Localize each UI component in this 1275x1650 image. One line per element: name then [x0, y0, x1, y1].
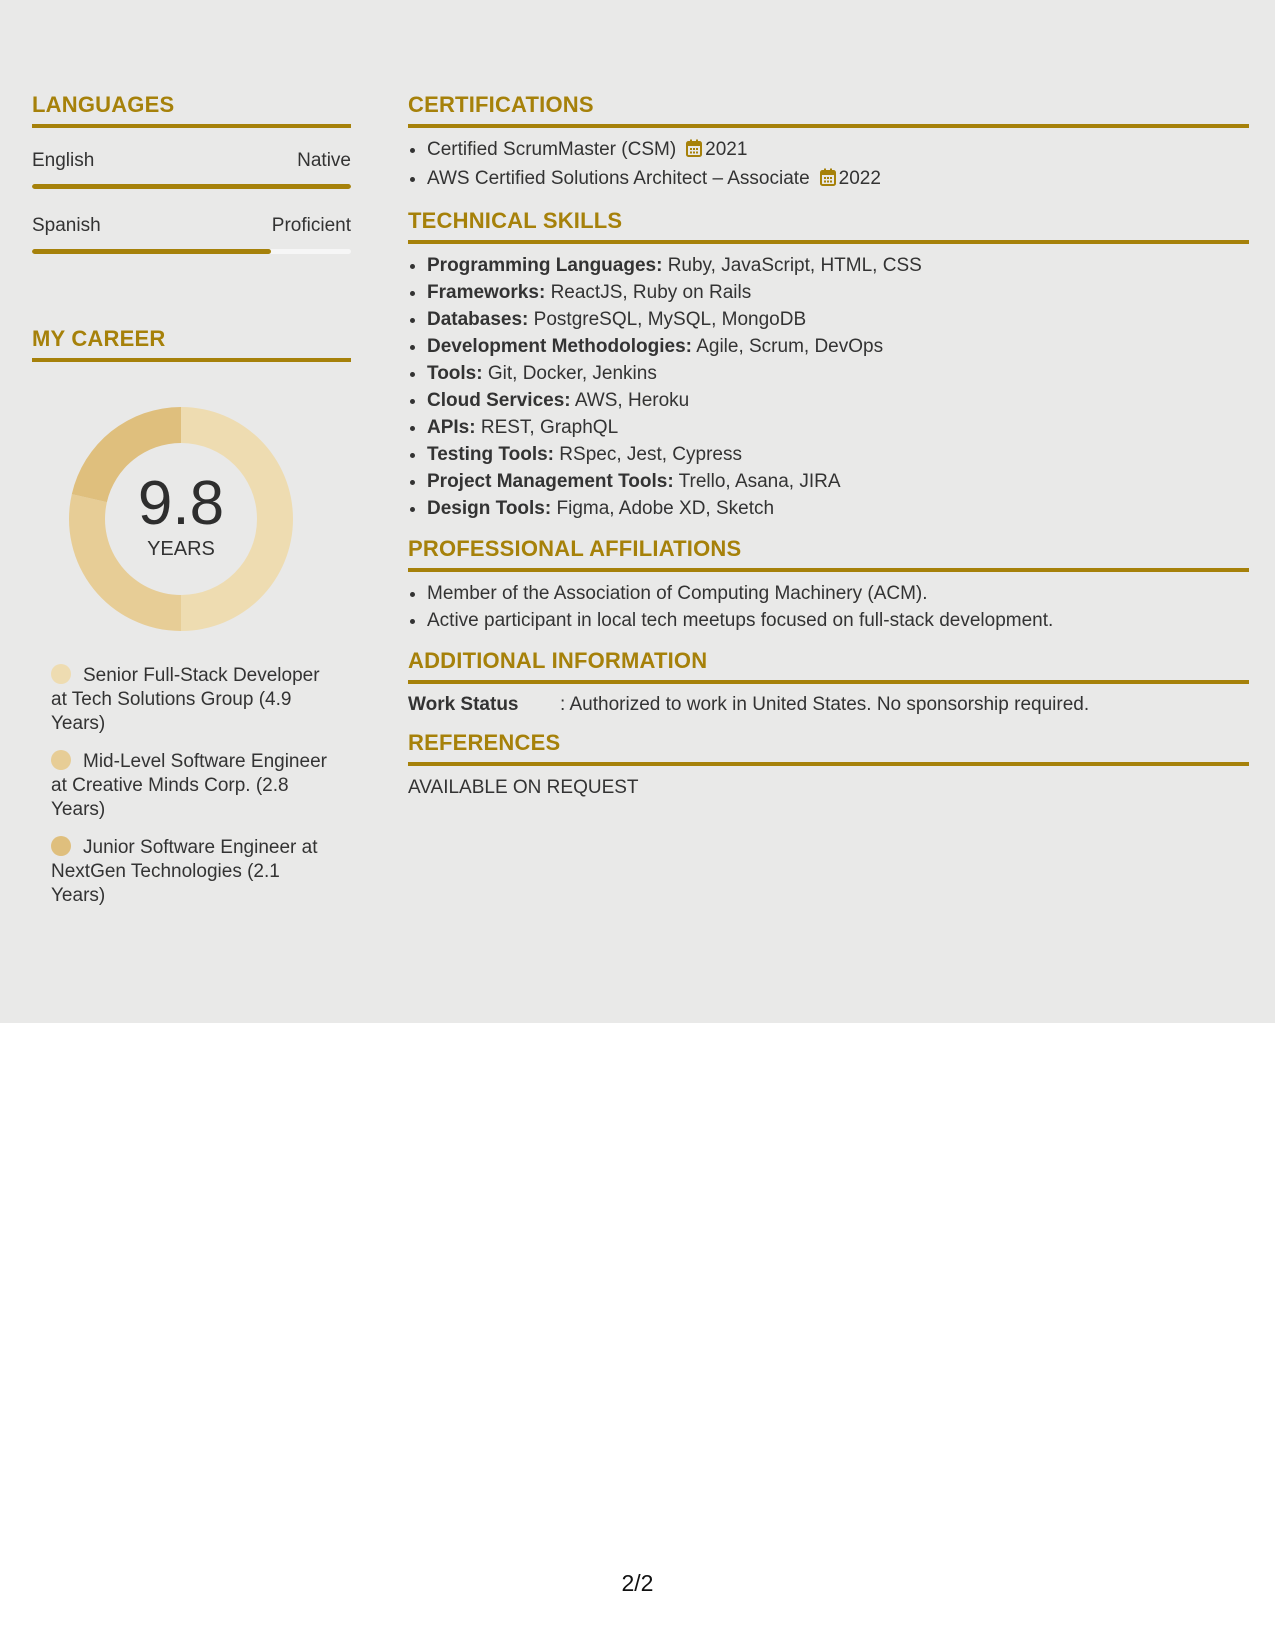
list-item: • Member of the Association of Computing Machinery (ACM). [427, 580, 1249, 607]
work-status-value: : Authorized to work in United States. No sponsorship required. [560, 694, 1090, 715]
calendar-icon [686, 138, 702, 165]
list-item [427, 414, 1249, 441]
certifications-section [408, 92, 1249, 194]
certification-year: 2022 [838, 168, 881, 189]
skill-value: AWS, Heroku [574, 390, 690, 411]
list-item [427, 333, 1249, 360]
skill-value: Agile, Scrum, DevOps [696, 336, 884, 357]
certification-name: Certified ScrumMaster (CSM) [427, 139, 677, 160]
list-item [427, 387, 1249, 414]
career-title: MY CAREER [32, 326, 351, 362]
legend-item [51, 664, 331, 736]
list-item [427, 165, 1249, 194]
affiliations-section [408, 536, 1249, 634]
language-name: Spanish [32, 215, 101, 236]
language-name: English [32, 150, 95, 171]
right-column [408, 92, 1249, 799]
skill-value: RSpec, Jest, Cypress [559, 444, 742, 465]
skill-label: Project Management Tools: [427, 471, 674, 492]
skill-label: Tools: [427, 363, 483, 384]
legend-item [51, 836, 331, 908]
references-text: AVAILABLE ON REQUEST [408, 777, 639, 798]
language-proficiency-bar [32, 249, 351, 254]
language-item-spanish [32, 215, 351, 254]
skill-value: Ruby, JavaScript, HTML, CSS [667, 255, 922, 276]
languages-section [32, 92, 351, 254]
calendar-icon [820, 167, 836, 194]
left-column [32, 92, 351, 922]
career-donut-chart [66, 404, 296, 634]
technical-skills-list [408, 252, 1249, 522]
legend-color-dot [51, 836, 71, 856]
language-proficiency-fill [32, 249, 271, 254]
skill-label: Cloud Services: [427, 390, 571, 411]
legend-color-dot [51, 664, 71, 684]
language-level: Native [297, 150, 351, 171]
language-proficiency-bar [32, 184, 351, 189]
list-item: • Active participant in local tech meetups focused on full-stack development. [427, 607, 1249, 634]
skill-value: REST, GraphQL [480, 417, 619, 438]
legend-label: Senior Full-Stack Developer at Tech Solutions Group (4.9 Years) [51, 665, 320, 734]
total-years-unit: YEARS [147, 537, 215, 560]
skill-label: Design Tools: [427, 498, 552, 519]
legend-label: Mid-Level Software Engineer at Creative Minds Corp. (2.8 Years) [51, 751, 327, 820]
certification-name: AWS Certified Solutions Architect – Associate [427, 168, 810, 189]
donut-center [66, 404, 296, 634]
list-item [427, 306, 1249, 333]
legend-label: Junior Software Engineer at NextGen Technologies (2.1 Years) [51, 837, 318, 906]
total-years-value: 9.8 [137, 468, 225, 538]
work-status-label: Work Status [408, 694, 519, 715]
skill-label: Frameworks: [427, 282, 546, 303]
legend-color-dot [51, 750, 71, 770]
list-item [427, 495, 1249, 522]
references-section [408, 730, 1249, 799]
skill-label: Databases: [427, 309, 529, 330]
page-number: 2/2 [621, 1570, 654, 1596]
list-item [427, 136, 1249, 165]
list-item [427, 252, 1249, 279]
references-title: REFERENCES [408, 730, 1249, 766]
language-level: Proficient [271, 215, 351, 236]
list-item [427, 468, 1249, 495]
list-item [427, 441, 1249, 468]
affiliations-title: PROFESSIONAL AFFILIATIONS [408, 536, 1249, 572]
list-item [427, 279, 1249, 306]
additional-info-section [408, 648, 1249, 716]
certifications-list [408, 136, 1249, 194]
technical-skills-section [408, 208, 1249, 522]
skill-label: Development Methodologies: [427, 336, 692, 357]
work-status-row [408, 694, 1249, 716]
language-proficiency-fill [32, 184, 351, 189]
legend-item [51, 750, 331, 822]
skill-value: Trello, Asana, JIRA [678, 471, 841, 492]
career-section [32, 326, 351, 908]
skill-label: Testing Tools: [427, 444, 555, 465]
skill-value: Figma, Adobe XD, Sketch [556, 498, 775, 519]
list-item [427, 360, 1249, 387]
skill-value: Git, Docker, Jenkins [487, 363, 657, 384]
language-item-english [32, 150, 351, 189]
technical-skills-title: TECHNICAL SKILLS [408, 208, 1249, 244]
skill-value: ReactJS, Ruby on Rails [550, 282, 752, 303]
affiliations-list [408, 580, 1249, 634]
languages-title: LANGUAGES [32, 92, 351, 128]
career-legend [51, 664, 331, 908]
additional-info-title: ADDITIONAL INFORMATION [408, 648, 1249, 684]
skill-label: Programming Languages: [427, 255, 663, 276]
skill-label: APIs: [427, 417, 476, 438]
certification-year: 2021 [705, 139, 748, 160]
certifications-title: CERTIFICATIONS [408, 92, 1249, 128]
skill-value: PostgreSQL, MySQL, MongoDB [533, 309, 807, 330]
